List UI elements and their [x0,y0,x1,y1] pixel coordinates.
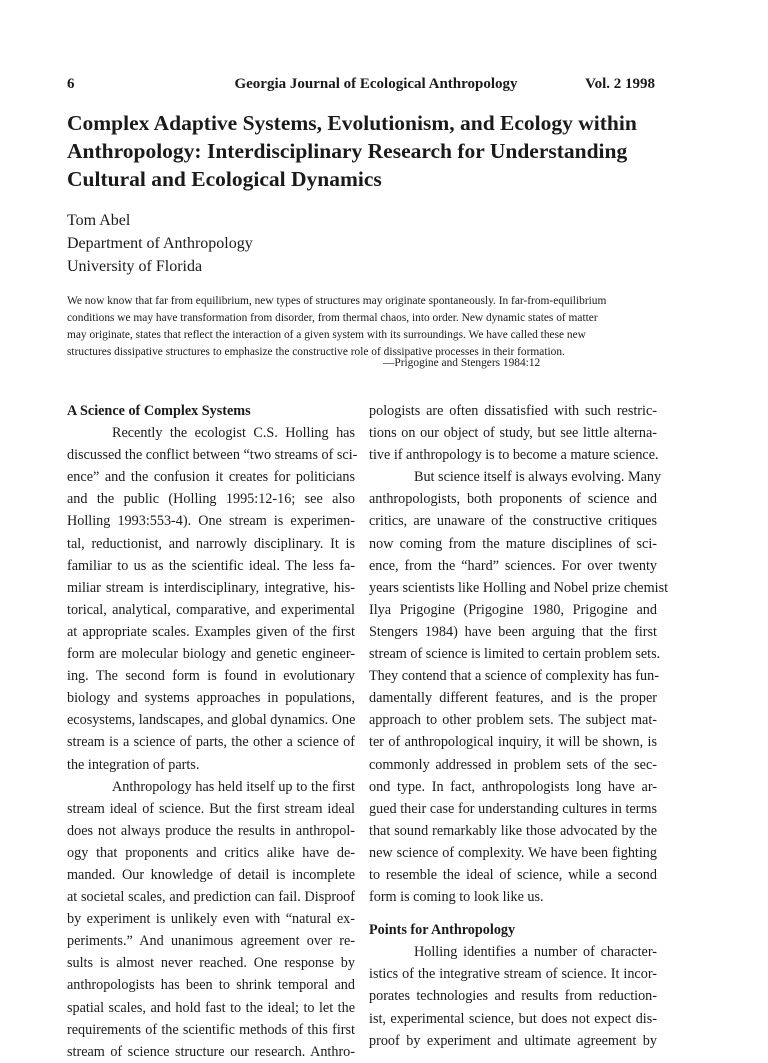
volume-year: Vol. 2 1998 [585,76,655,92]
text-line: requirements of the scientific methods of this first [67,1021,355,1038]
title-line: Anthropology: Interdisciplinary Research for Understanding [67,139,628,163]
text-line: anthropologists, both proponents of science and [369,491,657,508]
text-line: pologists are often dissatisfied with such restric- [369,403,657,419]
text-line: anthropologists has been to shrink temporal and [67,977,355,994]
text-line: tions on our object of study, but see little alterna- [369,425,657,442]
text-line: new science of complexity. We have been fighting [369,844,657,861]
text-line: does not always produce the results in anthropol- [67,822,355,839]
text-line: Holling identifies a number of character- [414,944,657,961]
text-line: stream of science is limited to certain problem sets. [369,646,661,663]
section-heading: A Science of Complex Systems [67,403,251,419]
text-line: But science itself is always evolving. Many [414,469,662,486]
author-block [67,209,467,278]
text-line: miliar stream is interdisciplinary, integrative, his- [67,579,355,596]
journal-name: Georgia Journal of Ecological Anthropology [234,76,518,92]
right-column [369,400,669,1052]
epigraph [67,293,657,361]
text-line: form is coming to look like us. [369,889,544,906]
text-line: by experiment is unlikely even with “natural ex- [67,911,355,928]
author-university: University of Florida [67,258,203,275]
section-heading: Points for Anthropology [369,922,516,939]
text-line: now coming from the mature disciplines of sci- [369,535,657,552]
text-line: discussed the conflict between “two streams of sci- [67,447,358,464]
text-line: ing. The second form is found in evolutionary [67,668,355,685]
epigraph-source: —Prigogine and Stengers 1984:12 [383,357,541,369]
text-line: to resemble the ideal of science, while a second [369,866,657,883]
text-line: ence, from the “hard” sciences. For over twenty [369,557,657,574]
text-line: stream of science structure our research. Anthro- [67,1043,355,1060]
text-line: stream ideal of science. But the first stream ideal [67,800,355,817]
text-line: spatial scales, and hold fast to the ideal; to let the [67,999,355,1016]
text-line: ter of anthropological inquiry, it will be shown, is [369,734,657,751]
text-line: biology and systems approaches in populations, [67,690,355,707]
text-line: They contend that a science of complexity has fun- [369,668,659,685]
text-line: Stengers 1984) have been arguing that the first [369,623,657,640]
text-line: ence” and the confusion it creates for politicians [67,469,355,486]
text-line: at appropriate scales. Examples given of the first [67,623,355,640]
text-line: periments.” And unanimous agreement over re- [67,933,355,950]
text-line: tal, reductionist, and narrowly disciplinary. It is [67,535,355,552]
epigraph-line: structures dissipative structures to emphasize the constructive role of dissipative processes in their formation. [67,346,565,358]
text-line: the integration of parts. [67,756,200,773]
left-column [67,400,358,1063]
text-line: istics of the integrative stream of science. It incor- [369,966,657,983]
author-department: Department of Anthropology [67,235,253,252]
text-line: familiar to us as the scientific ideal. The less fa- [67,557,355,574]
text-line: ond type. In fact, anthropologists long have ar- [369,778,657,795]
text-line: at societal scales, and prediction can fail. Disproof [67,889,355,906]
epigraph-line: may originate, states that reflect the interaction of a given system with its surroundings. We have called these new [67,329,586,341]
text-line: years scientists like Holling and Nobel prize chemist [369,579,669,596]
title-line: Cultural and Ecological Dynamics [67,167,382,191]
text-line: damentally different features, and is the proper [369,690,657,707]
text-line: form are molecular biology and genetic engineer- [67,646,355,663]
text-line: sults is almost never reached. One response by [67,955,355,972]
text-line: commonly addressed in problem sets of the sec- [369,756,657,773]
text-line: approach to other problem sets. The subject mat- [369,712,657,729]
text-line: Anthropology has held itself up to the first [112,778,355,795]
text-line: torical, analytical, comparative, and experimental [67,601,355,618]
title-line: Complex Adaptive Systems, Evolutionism, and Ecology within [67,111,637,135]
text-line: ogy that proponents and critics alike have de- [67,844,355,861]
text-line: ecosystems, landscapes, and global dynamics. One [67,712,356,729]
page-number: 6 [67,76,75,92]
text-line: proof by experiment and ultimate agreement by [369,1032,657,1049]
section-gap [369,908,657,919]
text-line: critics, are unaware of the constructive critiques [369,513,657,530]
text-line: Recently the ecologist C.S. Holling has [112,425,355,442]
text-line: porates technologies and results from reduction- [369,988,657,1005]
text-line: Ilya Prigogine (Prigogine 1980, Prigogine and [369,601,657,618]
text-line: tive if anthropology is to become a mature science. [369,447,659,464]
running-head [67,76,655,96]
text-line: ist, experimental science, but does not expect dis- [369,1010,657,1027]
text-line: and the public (Holling 1995:12-16; see also [67,491,355,508]
text-line: gued their case for understanding cultures in terms [369,800,657,817]
text-line: Holling 1993:553-4). One stream is experimen- [67,513,355,530]
epigraph-line: conditions we may have transformation from disorder, from thermal chaos, into order. New dynamic states of matter [67,312,598,324]
epigraph-line: We now know that far from equilibrium, new types of structures may originate spontaneously. In far-from-equilibrium [67,295,607,307]
text-line: stream is a science of parts, the other a science of [67,734,355,751]
text-line: manded. Our knowledge of detail is incomplete [67,866,355,883]
author-name: Tom Abel [67,212,131,229]
text-line: that sound remarkably like those advocated by the [369,822,657,839]
article-title [67,109,667,193]
